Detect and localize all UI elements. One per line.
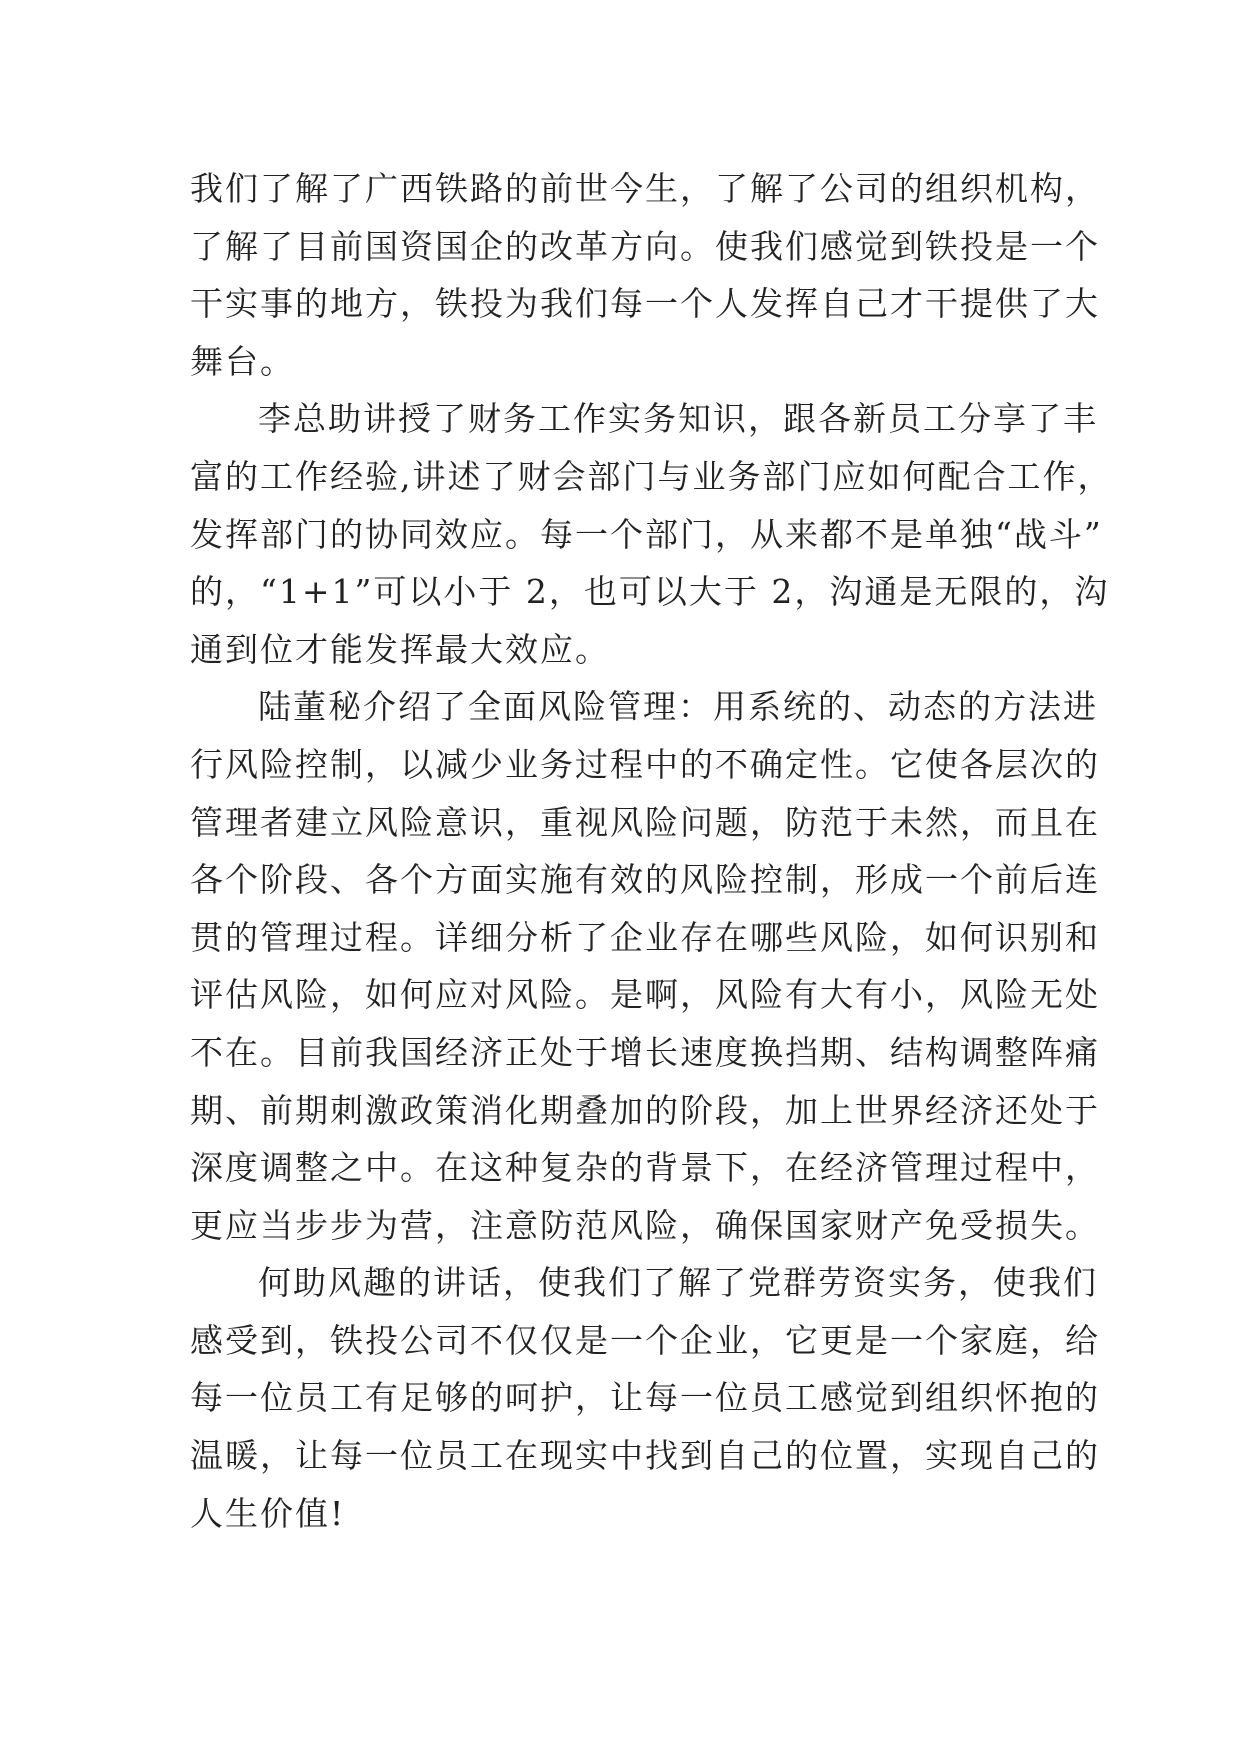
text-line: 通到位才能发挥最大效应。 [190, 629, 610, 669]
text-line: 深度调整之中。在这种复杂的背景下，在经济管理过程中， [190, 1148, 1100, 1188]
text-line: 富的工作经验,讲述了财会部门与业务部门应如何配合工作， [190, 456, 1113, 496]
text-line: 不在。目前我国经济正处于增长速度换挡期、结构调整阵痛 [190, 1032, 1100, 1072]
text-line: 期、前期刺激政策消化期叠加的阶段，加上世界经济还处于 [190, 1090, 1100, 1130]
text-line: 发挥部门的协同效应。每一个部门，从来都不是单独“战斗” [190, 514, 1103, 554]
text-line: 我们了解了广西铁路的前世今生，了解了公司的组织机构， [190, 169, 1100, 208]
text-line: 的，“1+1”可以小于 2，也可以大于 2，沟通是无限的，沟 [190, 572, 1110, 612]
text-line: 何助风趣的讲话，使我们了解了党群劳资实务，使我们 [258, 1263, 1098, 1303]
text-line: 陆董秘介绍了全面风险管理：用系统的、动态的方法进 [258, 687, 1098, 727]
paragraph-1 [190, 160, 1100, 390]
text-line: 更应当步步为营，注意防范风险，确保国家财产免受损失。 [190, 1205, 1100, 1245]
text-line: 管理者建立风险意识，重视风险问题，防范于未然，而且在 [190, 802, 1100, 842]
text-line: 各个阶段、各个方面实施有效的风险控制，形成一个前后连 [190, 860, 1100, 900]
text-line: 了解了目前国资国企的改革方向。使我们感觉到铁投是一个 [190, 226, 1100, 266]
paragraph-2 [190, 390, 1113, 678]
text-line: 舞台。 [190, 341, 295, 381]
text-line: 感受到，铁投公司不仅仅是一个企业，它更是一个家庭，给 [190, 1320, 1100, 1360]
text-line: 李总助讲授了财务工作实务知识，跟各新员工分享了丰 [258, 399, 1098, 439]
text-line: 每一位员工有足够的呵护，让每一位员工感觉到组织怀抱的 [190, 1378, 1100, 1418]
paragraph-3 [190, 678, 1100, 1254]
text-line: 干实事的地方，铁投为我们每一个人发挥自己才干提供了大 [190, 284, 1100, 324]
text-line: 评估风险，如何应对风险。是啊，风险有大有小，风险无处 [190, 975, 1100, 1015]
document-body [190, 160, 1113, 1542]
text-line: 人生价值! [190, 1493, 346, 1533]
paragraph-4 [190, 1254, 1100, 1542]
text-line: 行风险控制，以减少业务过程中的不确定性。它使各层次的 [190, 744, 1100, 784]
text-line: 温暖，让每一位员工在现实中找到自己的位置，实现自己的 [190, 1436, 1100, 1476]
text-line: 贯的管理过程。详细分析了企业存在哪些风险，如何识别和 [190, 917, 1100, 957]
